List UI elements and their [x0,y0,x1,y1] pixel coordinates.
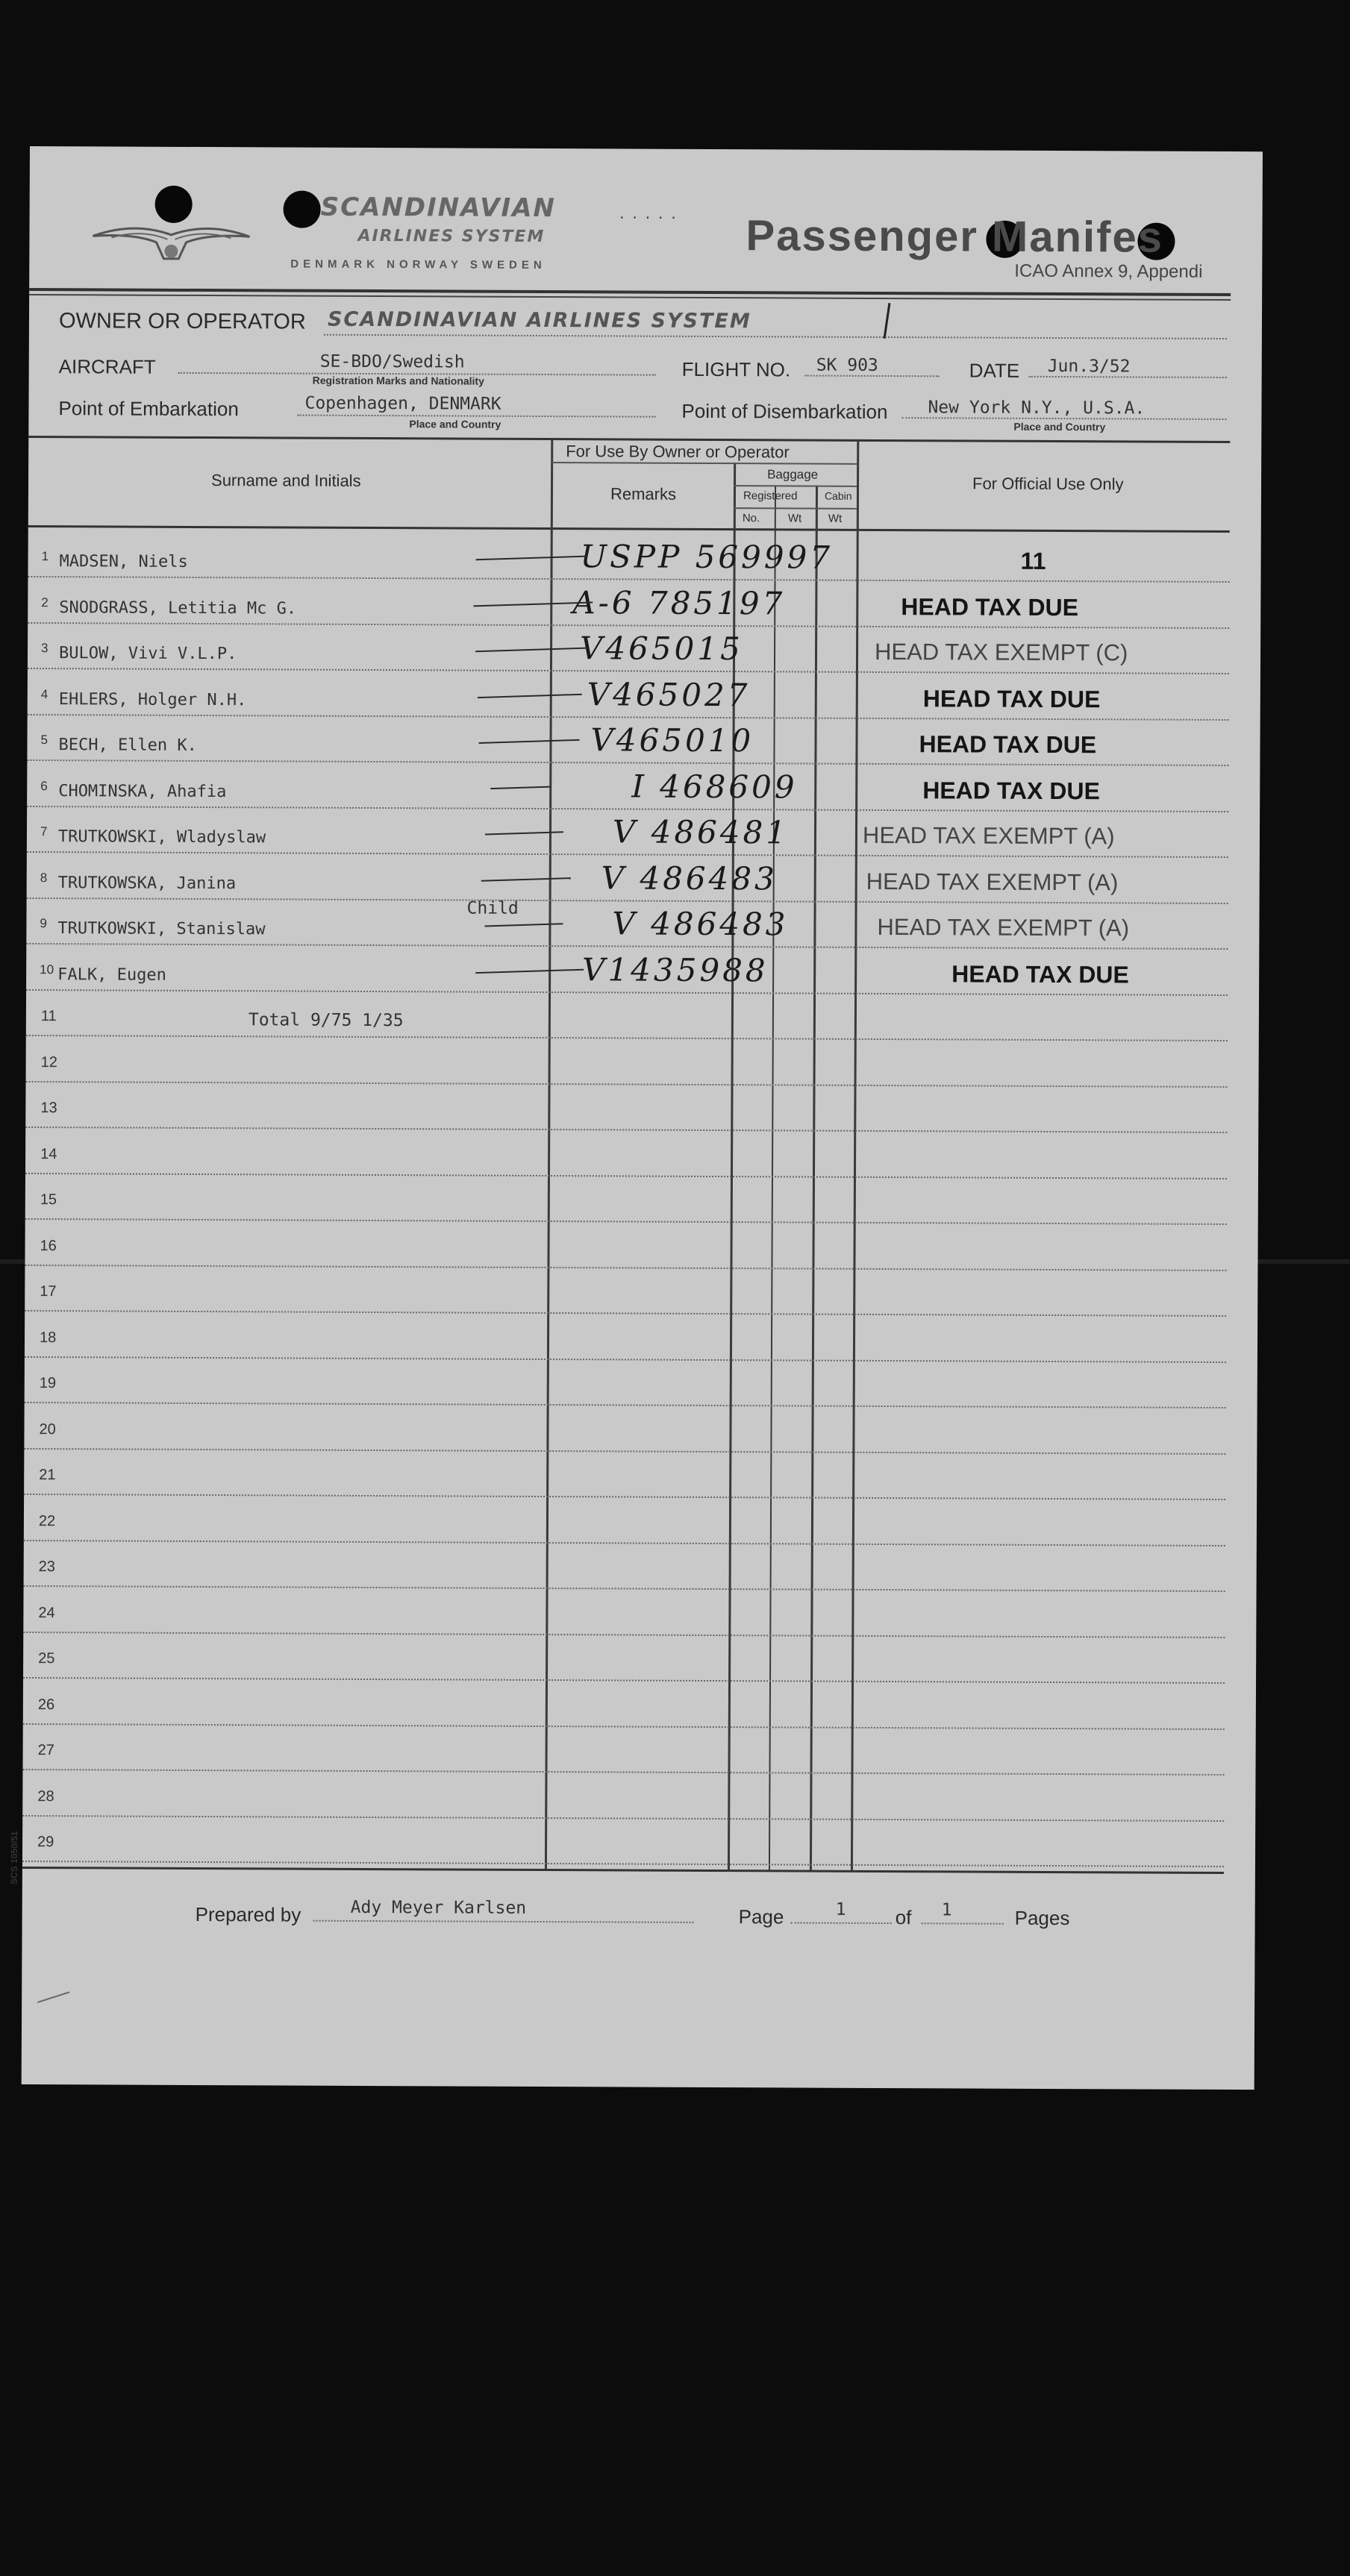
page-label: Page [738,1905,784,1928]
disembark-label: Point of Disembarkation [681,399,888,424]
embark-note: Place and Country [409,418,501,430]
pen-stroke [475,968,584,973]
row-rule [25,1356,1226,1362]
official-stamp: HEAD TAX EXEMPT (A) [866,868,1119,895]
col-divider-official [851,439,859,1872]
col-baggage-header: Baggage [767,467,819,482]
row-number: 17 [40,1283,57,1300]
row-number: 28 [37,1787,54,1805]
total-note: Total 9/75 1/35 [248,1010,404,1031]
prepared-line [313,1920,694,1923]
official-stamp: 11 [1020,547,1046,574]
row-rule [25,1402,1226,1408]
row-rule [25,1264,1226,1270]
aircraft-label: AIRCRAFT [58,355,156,378]
official-stamp: HEAD TAX DUE [919,730,1097,759]
row-number: 29 [37,1834,54,1851]
pen-stroke [476,556,588,561]
prepared-label: Prepared by [195,1902,301,1926]
row-number: 16 [40,1237,57,1254]
col-no-header: No. [742,512,760,525]
passport-remark: V 486483 [612,905,789,943]
prepared-value: Ady Meyer Karlsen [350,1897,527,1918]
col-registered-header: Registered [743,489,798,503]
child-note: Child [466,898,519,918]
punch-hole [284,190,321,228]
row-rule [26,1080,1228,1087]
col-wt-header: Wt [787,512,802,525]
of-label: of [895,1906,912,1929]
aircraft-value: SE-BDO/Swedish [319,351,465,372]
col-remarks-header: Remarks [610,484,677,504]
passport-remark: I 468609 [631,768,798,805]
airline-logo-icon [89,213,253,266]
row-number: 2 [41,595,49,609]
row-number: 18 [39,1329,57,1346]
row-rule [22,1861,1224,1867]
row-rule [25,1126,1227,1133]
brand-countries: DENMARK NORWAY SWEDEN [290,257,546,272]
passport-remark: V465027 [587,675,751,713]
row-rule [23,1677,1225,1684]
col-official-header: For Official Use Only [972,474,1124,494]
col-divider-no [769,485,776,1871]
col-divider-remarks [728,463,736,1871]
flight-line [805,375,940,377]
passenger-name: FALK, Eugen [57,965,166,985]
pen-scratch [37,1991,69,2003]
of-value: 1 [941,1900,952,1920]
operator-value: SCANDINAVIAN AIRLINES SYSTEM [327,307,751,333]
row-number: 12 [40,1053,57,1071]
row-number: 10 [40,962,54,977]
table-bottom-rule [22,1867,1224,1874]
pen-stroke [478,693,582,698]
row-rule [24,1494,1225,1500]
date-line [1029,376,1227,378]
pages-label: Pages [1014,1906,1070,1930]
of-line [922,1922,1004,1924]
row-rule [27,805,1228,812]
baggage-rule [734,485,857,487]
row-number: 22 [38,1512,56,1529]
form-code: SCS 1050/51 [8,1831,20,1884]
passport-remark: V465015 [579,630,743,668]
row-rule [27,897,1228,903]
aircraft-note: Registration Marks and Nationality [312,374,484,387]
row-rule [25,1172,1227,1179]
passenger-name: MADSEN, Niels [59,552,188,571]
row-number: 24 [38,1604,55,1621]
passenger-name: BULOW, Vivi V.L.P. [58,644,237,664]
passport-remark: A-6 785197 [572,583,786,621]
col-divider-name [545,438,553,1870]
official-stamp: HEAD TAX DUE [901,592,1079,621]
row-number: 27 [37,1742,54,1759]
pen-stroke [475,648,587,653]
col-name-header: Surname and Initials [210,471,361,490]
row-number: 23 [38,1558,55,1576]
brand-sub: AIRLINES SYSTEM [357,226,546,247]
disembark-note: Place and Country [1013,420,1106,433]
row-number: 20 [39,1420,56,1438]
operator-label: OWNER OR OPERATOR [58,309,306,334]
col-owner-use-header: For Use By Owner or Operator [566,442,790,462]
row-rule [24,1447,1225,1454]
col-divider-wt [810,486,818,1872]
official-stamp: HEAD TAX DUE [922,684,1101,712]
row-rule [26,943,1228,950]
row-rule [28,713,1229,720]
col-cabin-wt-header: Wt [828,512,843,525]
date-value: Jun.3/52 [1047,356,1131,377]
passenger-name: EHLERS, Holger N.H. [58,689,247,709]
pen-stroke [490,786,550,789]
row-number: 7 [40,824,48,839]
embark-label: Point of Embarkation [58,397,239,421]
passenger-name: TRUTKOWSKI, Stanislaw [57,919,266,939]
page-line [791,1922,892,1924]
embark-line [297,415,655,418]
row-number: 21 [39,1467,56,1484]
official-stamp: HEAD TAX DUE [951,959,1129,988]
brand-name: SCANDINAVIAN [320,192,557,224]
passport-remark: V 486483 [601,859,778,897]
passenger-name: BECH, Ellen K. [58,736,197,755]
page-title: Passenger Manifes [746,211,1164,262]
row-rule [25,1218,1227,1225]
row-number: 19 [39,1375,57,1392]
row-rule [28,576,1229,583]
row-rule [27,759,1228,766]
icao-reference: ICAO Annex 9, Appendi [1014,260,1203,282]
official-stamp: HEAD TAX EXEMPT (A) [877,913,1130,941]
passenger-name: SNODGRASS, Letitia Mc G. [59,598,297,618]
row-rule [23,1769,1225,1776]
pen-mark [884,303,891,339]
official-stamp: HEAD TAX DUE [922,776,1100,804]
passenger-name: TRUTKOWSKA, Janina [57,873,237,893]
pen-stroke [478,739,579,744]
registered-rule [734,507,857,510]
row-rule [23,1723,1225,1729]
flight-label: FLIGHT NO. [681,357,791,381]
operator-line [324,334,1227,339]
row-number: 4 [40,686,49,701]
row-rule [26,1035,1228,1041]
row-number: 26 [37,1696,55,1713]
passport-remark: USPP 569997 [580,538,834,576]
flight-value: SK 903 [816,355,878,375]
row-number: 3 [41,641,49,656]
row-rule [24,1539,1225,1546]
passport-remark: V1435988 [582,950,769,988]
row-rule [26,988,1228,995]
row-rule [22,1814,1224,1821]
row-number: 8 [40,870,48,885]
table-header-bottom-rule [28,525,1230,533]
manifest-sheet [8,146,1263,2090]
col-cabin-header: Cabin [824,489,852,502]
row-number: 11 [40,1008,57,1025]
date-label: DATE [969,359,1020,382]
row-number: 13 [40,1100,57,1117]
page-value: 1 [835,1899,846,1920]
disembark-value: New York N.Y., U.S.A. [928,398,1146,419]
row-number: 6 [40,778,48,793]
row-number: 14 [40,1145,57,1162]
row-rule [28,621,1229,628]
official-stamp: HEAD TAX EXEMPT (C) [874,638,1128,666]
row-number: 25 [38,1650,55,1667]
row-number: 9 [40,916,47,931]
row-number: 1 [41,549,49,564]
disembark-line [901,417,1226,420]
official-stamp: HEAD TAX EXEMPT (A) [862,821,1115,850]
row-rule [25,1310,1226,1317]
row-rule [28,668,1229,674]
passport-remark: V 486481 [612,813,790,851]
row-rule [27,851,1228,858]
row-rule [24,1585,1225,1592]
passenger-name: TRUTKOWSKI, Wladyslaw [57,827,266,847]
row-number: 15 [40,1191,57,1209]
row-number: 5 [40,733,49,748]
passenger-name: CHOMINSKA, Ahafia [58,781,227,801]
dot-marks: ····· [619,207,684,226]
row-rule [23,1631,1225,1638]
passport-remark: V465010 [590,721,754,759]
embark-value: Copenhagen, DENMARK [304,393,501,414]
pen-stroke [481,877,571,882]
owner-use-rule [551,462,857,465]
